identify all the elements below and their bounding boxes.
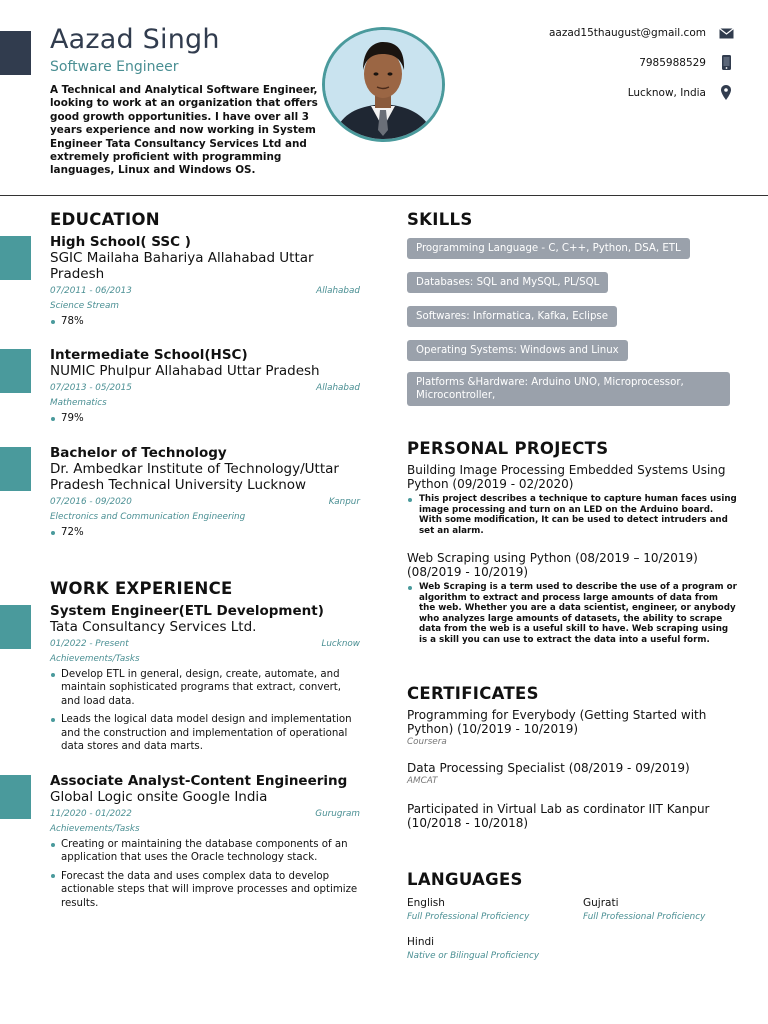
language-level: Native or Bilingual Proficiency (407, 951, 540, 961)
language-item (583, 897, 705, 922)
project-item (407, 551, 737, 646)
work-item (50, 773, 360, 910)
education-heading: EDUCATION (50, 210, 160, 229)
project-title: Web Scraping using Python (08/2019 – 10/2019) (08/2019 - 10/2019) (407, 551, 698, 579)
education-item-title: Intermediate School(HSC) (50, 347, 248, 363)
certificate-title: Participated in Virtual Lab as cordinator IIT Kanpur (10/2018 - 10/2018) (407, 802, 710, 830)
skill-tag: Programming Language - C, C++, Python, DSA, ETL (407, 238, 690, 259)
map-pin-icon (718, 85, 734, 100)
certificate-issuer: AMCAT (407, 776, 438, 786)
education-item-result: 78% (50, 315, 360, 328)
certificate-item (407, 802, 737, 830)
education-item-dates: 07/2013 - 05/2015 (50, 383, 132, 393)
work-item-place: Lucknow (321, 639, 360, 649)
work-item-meta (50, 809, 360, 820)
header-accent-block (0, 31, 31, 75)
envelope-icon (718, 28, 734, 39)
project-description: This project describes a technique to capture human faces using image processing and turn on an LED on the Arduino board. With some modification, It can be used to detect intruders and set an alarm. (407, 494, 737, 536)
profile-photo-image (325, 30, 442, 139)
language-item (407, 897, 529, 922)
education-item-stream: Electronics and Communication Engineering (50, 512, 246, 522)
language-name: Hindi (407, 936, 435, 948)
languages-heading: LANGUAGES (407, 870, 523, 889)
education-item-dates: 07/2016 - 09/2020 (50, 497, 132, 507)
candidate-role: Software Engineer (50, 59, 179, 75)
work-item-bullet: Forecast the data and uses complex data to develop actionable steps that will improve processes and optimize results. (50, 870, 360, 910)
education-item-org: SGIC Mailaha Bahariya Allahabad Uttar Pradesh (50, 250, 314, 282)
work-item-org: Tata Consultancy Services Ltd. (50, 619, 257, 635)
certificate-title: Data Processing Specialist (08/2019 - 09/2019) (407, 761, 690, 775)
phone-text[interactable]: 7985988529 (639, 56, 706, 69)
education-item-place: Allahabad (316, 383, 360, 393)
education-item-meta (50, 286, 360, 297)
education-item-stream: Mathematics (50, 398, 107, 408)
education-item-title: High School( SSC ) (50, 234, 191, 250)
language-level: Full Professional Proficiency (583, 912, 706, 922)
work-item-bullet: Develop ETL in general, design, create, automate, and maintain sophisticated programs that extract, convert, and load data. (50, 668, 360, 708)
email-text[interactable]: aazad15thaugust@gmail.com (548, 27, 706, 39)
contact-location (628, 85, 734, 100)
language-item (407, 936, 539, 961)
summary-text: A Technical and Analytical Software Engineer, looking to work at an organization that offers good growth opportunities. I have over all 3 years experience and now working in System Engineer Tata Consultancy Services Ltd and extremely proficient with programming languages, Linux and Windows OS. (50, 84, 318, 177)
education-item-dates: 07/2011 - 06/2013 (50, 286, 132, 296)
work-item-bullet: Leads the logical data model design and implementation and the construction and implementation of operational data stores and data marts. (50, 713, 360, 753)
project-description: Web Scraping is a term used to describe the use of a program or algorithm to extract and process large amounts of data from the web. Whether you are a data scientist, engineer, or anybody who analyzes large amounts of datasets, the ability to scrape data from the web is a useful skill to have. Web scraping using is a skill you can use to extract the data into a useful form. (407, 582, 737, 646)
work-item-subtitle: Achievements/Tasks (50, 654, 140, 664)
education-item-meta (50, 383, 360, 394)
certificate-issuer: Coursera (407, 737, 447, 747)
work-item-title: System Engineer(ETL Development) (50, 603, 324, 619)
language-name: English (407, 897, 445, 909)
certificates-heading: CERTIFICATES (407, 684, 539, 703)
education-item-org: NUMIC Phulpur Allahabad Uttar Pradesh (50, 363, 320, 379)
skill-tag: Databases: SQL and MySQL, PL/SQL (407, 272, 608, 293)
mobile-phone-icon (718, 55, 734, 70)
work-item-place: Gurugram (315, 809, 360, 819)
contact-phone[interactable] (639, 55, 734, 70)
education-item-meta (50, 497, 360, 508)
education-item (50, 445, 360, 539)
certificate-item (407, 708, 737, 747)
education-item-result: 72% (50, 526, 360, 539)
skill-tag: Softwares: Informatica, Kafka, Eclipse (407, 306, 617, 327)
work-item-title: Associate Analyst-Content Engineering (50, 773, 348, 789)
language-level: Full Professional Proficiency (407, 912, 530, 922)
work-item-org: Global Logic onsite Google India (50, 789, 268, 805)
profile-photo (322, 27, 445, 142)
work-item-meta (50, 639, 360, 650)
work-item-subtitle: Achievements/Tasks (50, 824, 140, 834)
contact-email[interactable] (549, 27, 734, 39)
education-item-marker (0, 349, 31, 393)
education-item-org: Dr. Ambedkar Institute of Technology/Uttar Pradesh Technical University Lucknow (50, 461, 339, 493)
education-item-marker (0, 447, 31, 491)
education-item-place: Allahabad (316, 286, 360, 296)
education-item-title: Bachelor of Technology (50, 445, 227, 461)
language-name: Gujrati (583, 897, 619, 909)
skills-heading: SKILLS (407, 210, 473, 229)
education-item (50, 347, 360, 425)
education-item (50, 234, 360, 328)
certificate-item (407, 761, 737, 786)
location-text: Lucknow, India (627, 86, 706, 99)
work-item-dates: 01/2022 - Present (50, 639, 129, 649)
work-item (50, 603, 360, 753)
work-item-marker (0, 605, 31, 649)
skill-tag: Operating Systems: Windows and Linux (407, 340, 628, 361)
education-item-marker (0, 236, 31, 280)
candidate-name: Aazad Singh (50, 24, 220, 55)
education-item-stream: Science Stream (50, 301, 119, 311)
work-item-bullet: Creating or maintaining the database components of an application that uses the Oracle technology stack. (50, 838, 360, 865)
skill-tag: Platforms &Hardware: Arduino UNO, Microprocessor, Microcontroller, (407, 372, 730, 406)
education-item-place: Kanpur (328, 497, 360, 507)
skills-list (407, 236, 737, 417)
header-divider (0, 195, 768, 196)
certificate-title: Programming for Everybody (Getting Started with Python) (10/2019 - 10/2019) (407, 708, 707, 736)
project-title: Building Image Processing Embedded Systems Using Python (09/2019 - 02/2020) (407, 463, 726, 491)
education-item-result: 79% (50, 412, 360, 425)
work-experience-heading: WORK EXPERIENCE (50, 579, 233, 598)
projects-heading: PERSONAL PROJECTS (407, 439, 609, 458)
work-item-marker (0, 775, 31, 819)
project-item (407, 463, 737, 536)
work-item-dates: 11/2020 - 01/2022 (50, 809, 132, 819)
